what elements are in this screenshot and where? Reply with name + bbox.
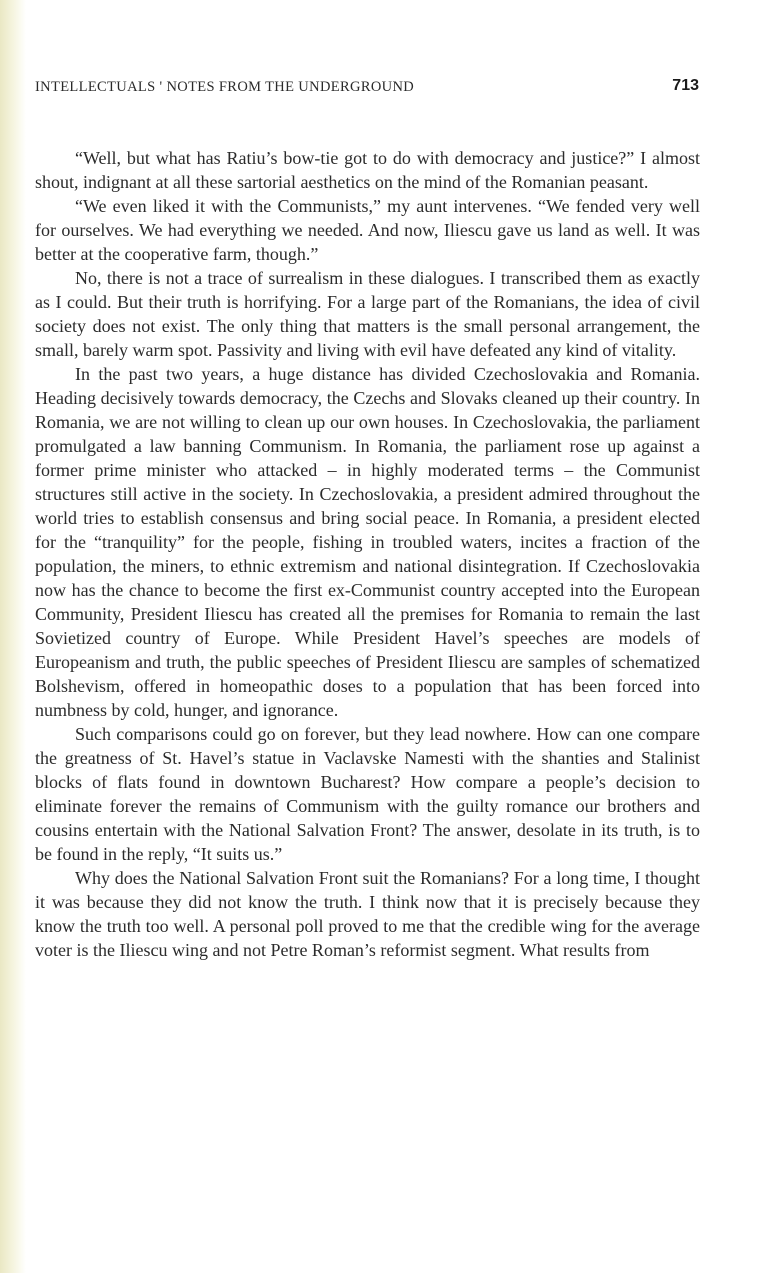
running-title: INTELLECTUALS ' NOTES FROM THE UNDERGROUND	[35, 79, 415, 95]
paragraph: “We even liked it with the Communists,” my aunt intervenes. “We fended very well for ourselves. We had everything we needed. And now, Iliescu gave us land as well. It was better at the cooperative farm, though.”	[35, 196, 700, 264]
paragraph: In the past two years, a huge distance has divided Czechoslovakia and Romania. Heading decisively towards democracy, the Czechs and Slovaks cleaned up their country. In Romania, we are not willing to clean up our own houses. In Czechoslovakia, the parliament promulgated a law banning Communism. In Romania, the parliament rose up against a former prime minister who attacked – in highly moderated terms – the Communist structures still active in the society. In Czechoslovakia, a president admired throughout the world tries to establish consensus and bring social peace. In Romania, a president elected for the “tranquility” for the people, fishing in troubled waters, incites a fraction of the population, the miners, to ethnic extremism and national disintegration. If Czechoslovakia now has the chance to become the first ex-Communist country accepted into the European Community, President Iliescu has created all the premises for Romania to remain the last Sovietized country of Europe. While President Havel’s speeches are models of Europeanism and truth, the public speeches of President Iliescu are samples of schematized Bolshevism, offered in homeopathic doses to a population that has been forced into numbness by cold, hunger, and ignorance.	[35, 364, 700, 720]
running-head	[35, 79, 699, 103]
paragraph: Why does the National Salvation Front suit the Romanians? For a long time, I thought it was because they did not know the truth. I think now that it is precisely because they know the truth too well. A personal poll proved to me that the credible wing for the average voter is the Iliescu wing and not Petre Roman’s reformist segment. What results from	[35, 868, 700, 960]
body-text	[35, 146, 700, 962]
paragraph: “Well, but what has Ratiu’s bow-tie got to do with democracy and justice?” I almost shout, indignant at all these sartorial aesthetics on the mind of the Romanian peasant.	[35, 148, 700, 192]
paragraph: No, there is not a trace of surrealism in these dialogues. I transcribed them as exactly as I could. But their truth is horrifying. For a large part of the Romanians, the idea of civil society does not exist. The only thing that matters is the small personal arrangement, the small, barely warm spot. Passivity and living with evil have defeated any kind of vitality.	[35, 268, 700, 360]
page-number: 713	[672, 77, 699, 94]
page-gutter-shadow	[0, 0, 26, 1273]
paragraph: Such comparisons could go on forever, but they lead nowhere. How can one compare the greatness of St. Havel’s statue in Vaclavske Namesti with the shanties and Stalinist blocks of flats found in downtown Bucharest? How compare a people’s decision to eliminate forever the remains of Communism with the guilty romance our brothers and cousins entertain with the National Salvation Front? The answer, desolate in its truth, is to be found in the reply, “It suits us.”	[35, 724, 700, 864]
